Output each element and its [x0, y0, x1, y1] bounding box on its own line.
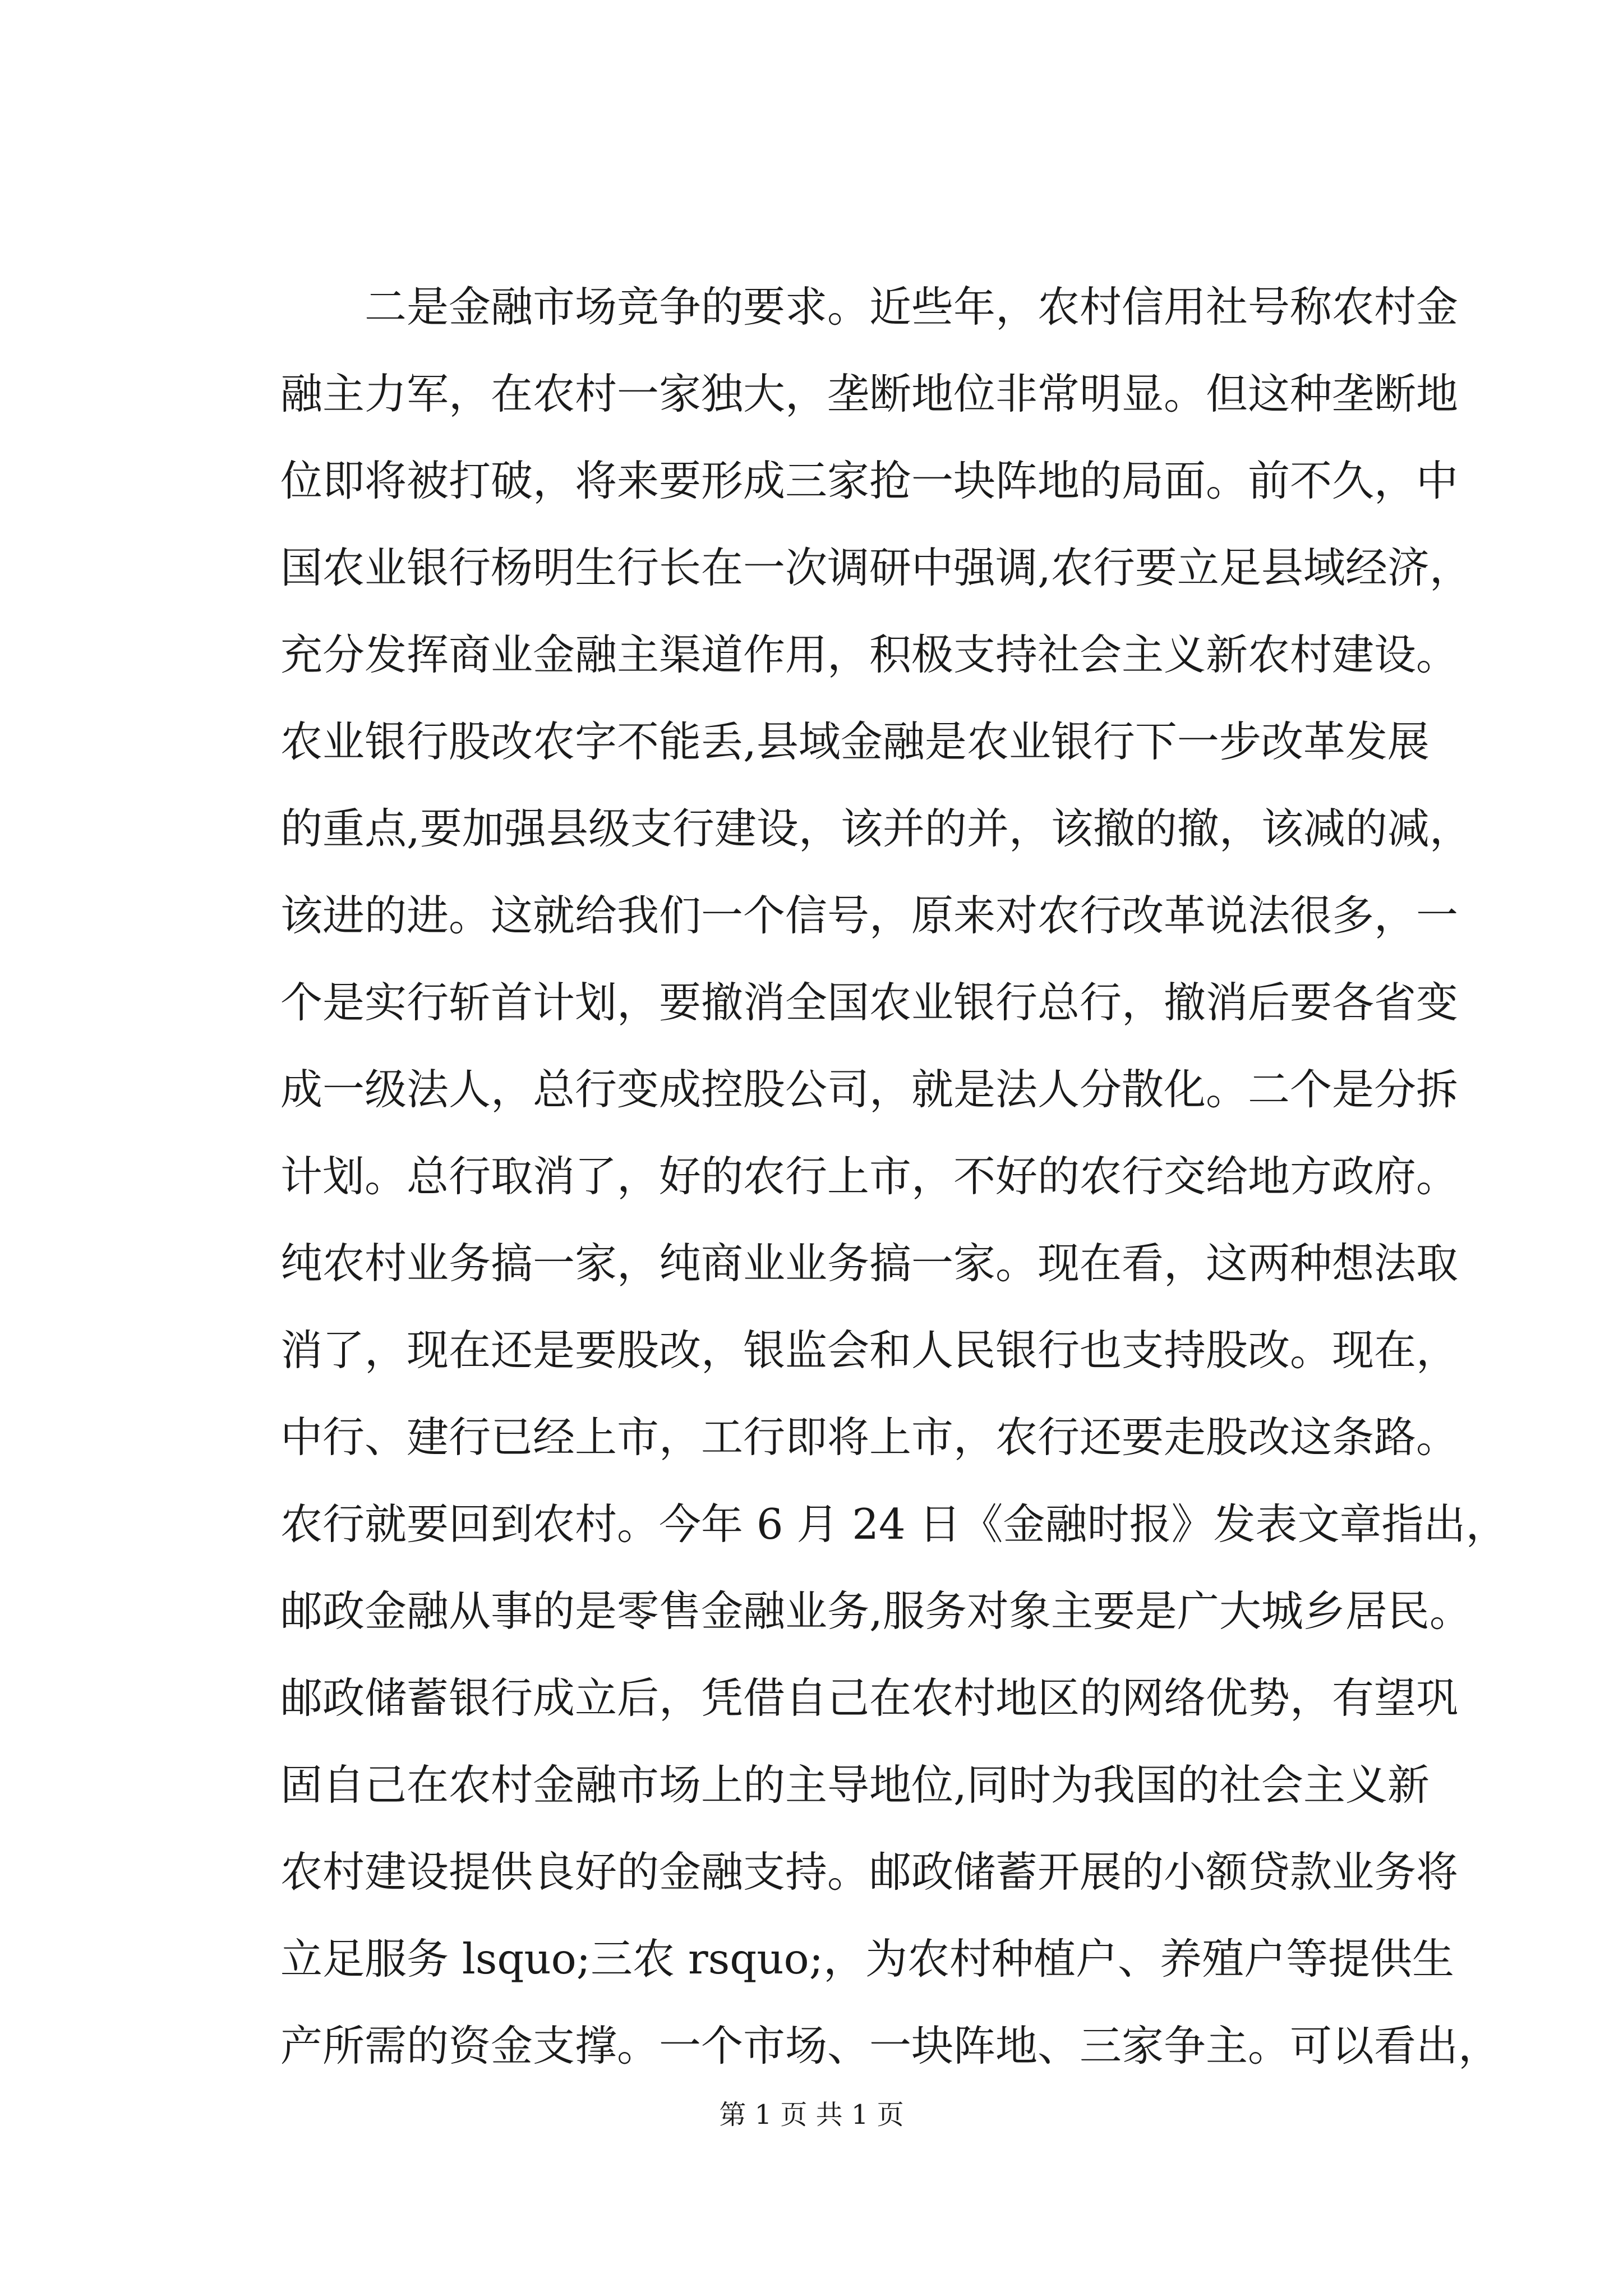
text-line: 邮政储蓄银行成立后，凭借自己在农村地区的网络优势，有望巩: [280, 1673, 1459, 1723]
text-line: 充分发挥商业金融主渠道作用，积极支持社会主义新农村建设。: [280, 630, 1459, 679]
text-line: 农业银行股改农字不能丢,县域金融是农业银行下一步改革发展: [280, 717, 1430, 766]
text-line: 固自己在农村金融市场上的主导地位,同时为我国的社会主义新: [280, 1760, 1430, 1810]
text-line: 该进的进。这就给我们一个信号，原来对农行改革说法很多，一: [280, 891, 1459, 940]
text-line: 位即将被打破，将来要形成三家抢一块阵地的局面。前不久，中: [280, 456, 1459, 505]
text-line: 二是金融市场竞争的要求。近些年，农村信用社号称农村金: [365, 282, 1459, 332]
text-line: 纯农村业务搞一家，纯商业业务搞一家。现在看，这两种想法取: [280, 1239, 1459, 1288]
text-line: 个是实行斩首计划，要撤消全国农业银行总行，撤消后要各省变: [280, 978, 1459, 1027]
text-line: 成一级法人，总行变成控股公司，就是法人分散化。二个是分拆: [280, 1065, 1459, 1114]
text-line: 邮政金融从事的是零售金融业务,服务对象主要是广大城乡居民。: [280, 1586, 1472, 1636]
text-line: 计划。总行取消了，好的农行上市，不好的农行交给地方政府。: [280, 1152, 1459, 1201]
text-line: 农行就要回到农村。今年 6 月 24 日《金融时报》发表文章指出，: [280, 1499, 1508, 1549]
text-line: 融主力军，在农村一家独大，垄断地位非常明显。但这种垄断地: [280, 369, 1459, 418]
text-line: 立足服务 lsquo;三农 rsquo;，为农村种植户、养殖户等提供生: [280, 1934, 1454, 1984]
text-line: 中行、建行已经上市，工行即将上市，农行还要走股改这条路。: [280, 1412, 1459, 1462]
body-paragraph: [280, 264, 1508, 2090]
text-line: 国农业银行杨明生行长在一次调研中强调,农行要立足县域经济，: [280, 543, 1472, 592]
text-line: 的重点,要加强县级支行建设，该并的并，该撤的撤，该减的减，: [280, 804, 1472, 853]
text-line: 产所需的资金支撑。一个市场、一块阵地、三家争主。可以看出，: [280, 2021, 1501, 2070]
text-line: 消了，现在还是要股改，银监会和人民银行也支持股改。现在，: [280, 1326, 1459, 1375]
page-footer: 第 1 页 共 1 页: [719, 2099, 904, 2131]
text-line: 农村建设提供良好的金融支持。邮政储蓄开展的小额贷款业务将: [280, 1847, 1459, 1897]
